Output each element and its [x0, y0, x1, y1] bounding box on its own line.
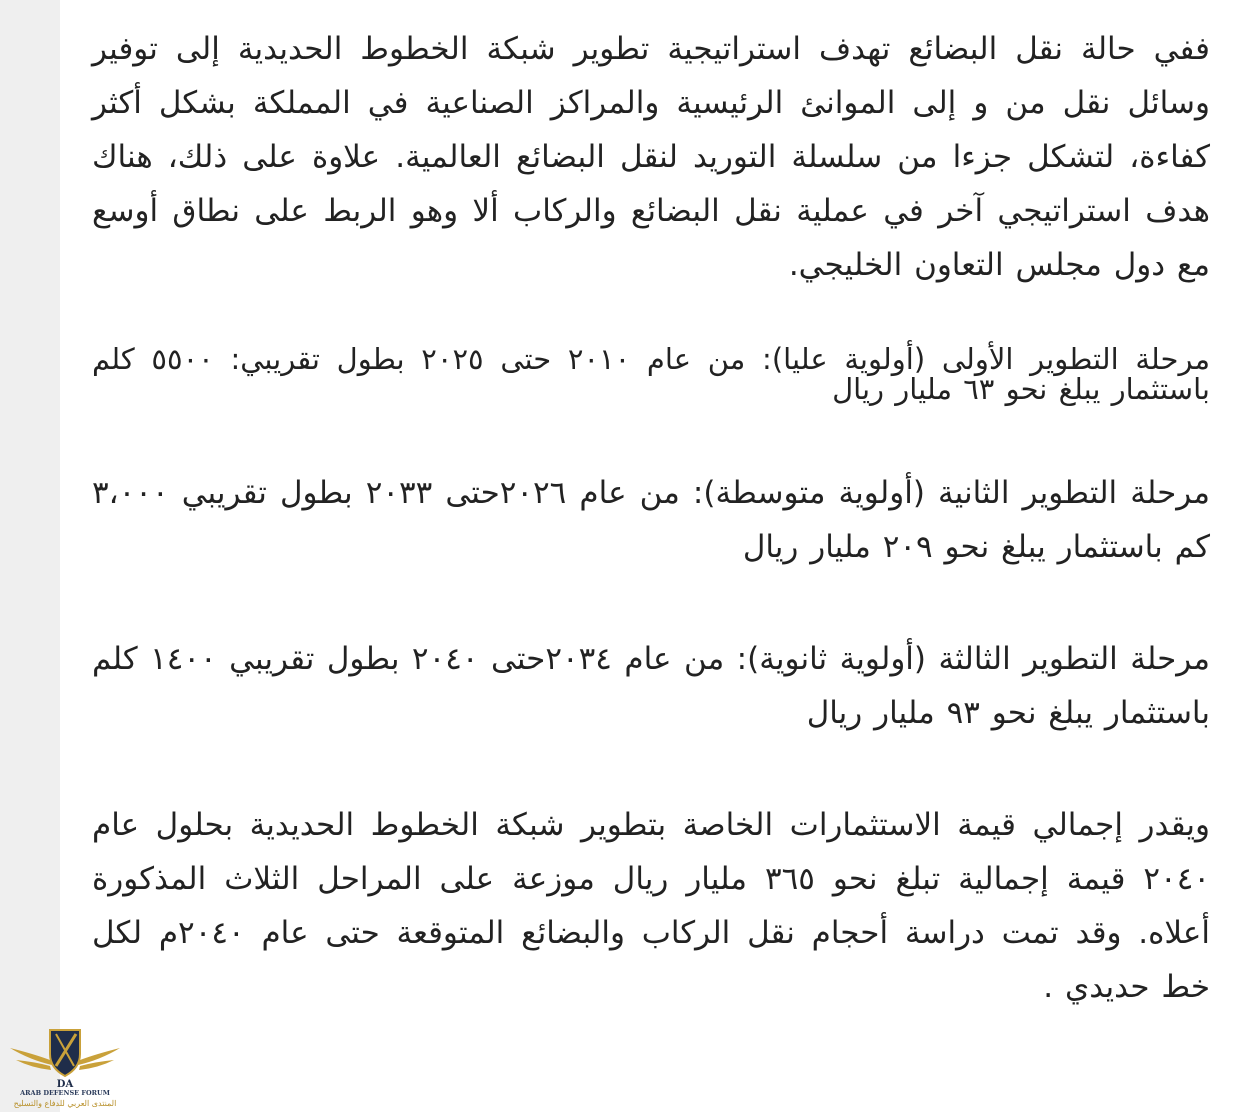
left-margin-strip: [0, 0, 60, 1112]
paragraph-intro: ففي حالة نقل البضائع تهدف استراتيجية تطوير شبكة الخطوط الحديدية إلى توفير وسائل نقل من و إلى الموانئ الرئيسية والمراكز الصناعية في المملكة بشكل أكثر كفاءة، لتشكل جزءا من سلسلة التوريد لنقل البضائع العالمية. علاوة على ذلك، هناك هدف استراتيجي آخر في عملية نقل البضائع والركاب ألا وهو الربط على نطاق أوسع مع دول مجلس التعاون الخليجي.: [92, 31, 1210, 283]
paragraph-total-investment: ويقدر إجمالي قيمة الاستثمارات الخاصة بتطوير شبكة الخطوط الحديدية بحلول عام ٢٠٤٠ قيمة إجمالية تبلغ نحو ٣٦٥ مليار ريال موزعة على المراحل الثلاث المذكورة أعلاه. وقد تمت دراسة أحجام نقل الركاب والبضائع المتوقعة حتى عام ٢٠٤٠م لكل خط حديدي .: [92, 807, 1211, 1005]
paragraph-phase-2: مرحلة التطوير الثانية (أولوية متوسطة): من عام ٢٠٢٦حتى ٢٠٣٣ بطول تقريبي ٣،٠٠٠ كم باستثمار يبلغ نحو ٢٠٩ مليار ريال: [92, 475, 1210, 565]
paragraph-phase-3: مرحلة التطوير الثالثة (أولوية ثانوية): من عام ٢٠٣٤حتى ٢٠٤٠ بطول تقريبي ١٤٠٠ كلم باستثمار يبلغ نحو ٩٣ مليار ريال: [92, 641, 1210, 731]
shield-wings-icon: [6, 1020, 124, 1090]
article-body: [92, 22, 1210, 1014]
paragraph-phase-1: مرحلة التطوير الأولى (أولوية عليا): من عام ٢٠١٠ حتى ٢٠٢٥ بطول تقريبي: ٥٥٠٠ كلم باستثمار يبلغ نحو ٦٣ مليار ريال: [92, 342, 1210, 406]
watermark-name-en: ARAB DEFENSE FORUM: [20, 1089, 110, 1097]
watermark-name-ar: المنتدى العربي للدفاع والتسليح: [13, 1099, 117, 1108]
watermark-initials: DA: [56, 1079, 74, 1090]
forum-watermark-logo: [6, 1020, 124, 1112]
